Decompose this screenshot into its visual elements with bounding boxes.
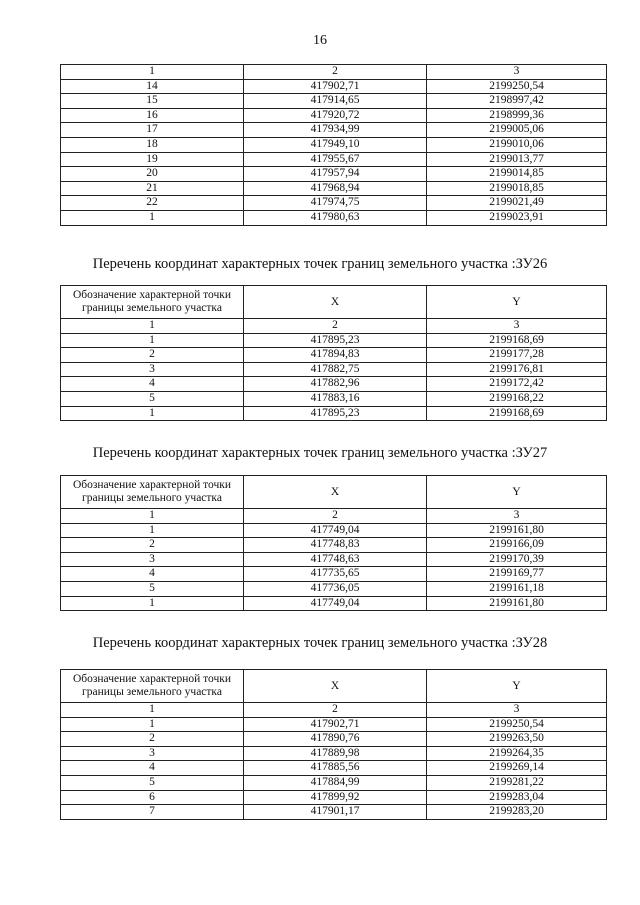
point-cell: 22 [61, 196, 244, 211]
x-cell: 417902,71 [244, 717, 427, 732]
y-column-header: Y [427, 286, 607, 319]
point-cell: 3 [61, 362, 244, 377]
column-number-row [61, 319, 607, 334]
table-row [61, 348, 607, 363]
x-column-header: X [244, 286, 427, 319]
x-cell: 417748,83 [244, 538, 427, 553]
x-cell: 417890,76 [244, 732, 427, 747]
y-cell: 2199010,06 [427, 137, 607, 152]
column-number-row [61, 509, 607, 524]
coordinates-table-zu28 [60, 669, 607, 820]
x-column-header: X [244, 670, 427, 703]
y-cell: 2198997,42 [427, 94, 607, 109]
y-cell: 2198999,36 [427, 108, 607, 123]
point-column-header: Обозначение характерной точки границы земельного участка [61, 476, 244, 509]
x-cell: 417735,65 [244, 567, 427, 582]
point-cell: 21 [61, 181, 244, 196]
y-cell: 2199264,35 [427, 746, 607, 761]
column-number: 3 [427, 703, 607, 718]
point-cell: 5 [61, 581, 244, 596]
y-cell: 2199161,18 [427, 581, 607, 596]
table-row [61, 210, 607, 225]
x-cell: 417934,99 [244, 123, 427, 138]
y-cell: 2199161,80 [427, 596, 607, 611]
x-cell: 417895,23 [244, 406, 427, 421]
y-cell: 2199023,91 [427, 210, 607, 225]
y-cell: 2199168,22 [427, 391, 607, 406]
y-cell: 2199283,04 [427, 790, 607, 805]
point-column-header: Обозначение характерной точки границы земельного участка [61, 670, 244, 703]
coordinates-table-continued [60, 64, 607, 226]
table-row [61, 717, 607, 732]
section-heading-zu27: Перечень координат характерных точек границ земельного участка :ЗУ27 [92, 445, 548, 461]
point-cell: 2 [61, 732, 244, 747]
x-cell: 417882,75 [244, 362, 427, 377]
page-number: 16 [313, 33, 327, 48]
table-row [61, 538, 607, 553]
table-row [61, 362, 607, 377]
y-cell: 2199281,22 [427, 775, 607, 790]
y-column-header: Y [427, 476, 607, 509]
table-row [61, 775, 607, 790]
point-cell: 3 [61, 746, 244, 761]
x-cell: 417955,67 [244, 152, 427, 167]
x-cell: 417914,65 [244, 94, 427, 109]
table-row [61, 746, 607, 761]
y-cell: 2199177,28 [427, 348, 607, 363]
column-number: 2 [244, 319, 427, 334]
table-row [61, 552, 607, 567]
column-number: 2 [244, 509, 427, 524]
point-cell: 19 [61, 152, 244, 167]
point-cell: 17 [61, 123, 244, 138]
column-number: 2 [244, 65, 427, 80]
table-row [61, 596, 607, 611]
table-row [61, 406, 607, 421]
table-row [61, 523, 607, 538]
point-cell: 7 [61, 805, 244, 820]
y-cell: 2199170,39 [427, 552, 607, 567]
x-cell: 417889,98 [244, 746, 427, 761]
coordinates-table-zu26 [60, 285, 607, 421]
x-cell: 417749,04 [244, 596, 427, 611]
table-row [61, 196, 607, 211]
column-number: 1 [61, 509, 244, 524]
point-cell: 15 [61, 94, 244, 109]
column-number: 3 [427, 65, 607, 80]
x-cell: 417957,94 [244, 167, 427, 182]
y-cell: 2199250,54 [427, 717, 607, 732]
y-column-header: Y [427, 670, 607, 703]
y-cell: 2199269,14 [427, 761, 607, 776]
x-cell: 417901,17 [244, 805, 427, 820]
point-cell: 2 [61, 348, 244, 363]
table-row [61, 181, 607, 196]
x-cell: 417736,05 [244, 581, 427, 596]
table-row [61, 732, 607, 747]
point-cell: 1 [61, 210, 244, 225]
x-cell: 417968,94 [244, 181, 427, 196]
point-cell: 1 [61, 717, 244, 732]
x-cell: 417974,75 [244, 196, 427, 211]
section-heading-zu26: Перечень координат характерных точек границ земельного участка :ЗУ26 [92, 256, 548, 272]
point-cell: 14 [61, 79, 244, 94]
point-cell: 6 [61, 790, 244, 805]
x-cell: 417920,72 [244, 108, 427, 123]
table-header-row [61, 670, 607, 703]
x-cell: 417885,56 [244, 761, 427, 776]
column-number: 1 [61, 319, 244, 334]
point-cell: 5 [61, 775, 244, 790]
column-number: 3 [427, 319, 607, 334]
x-cell: 417899,92 [244, 790, 427, 805]
table-header-row [61, 286, 607, 319]
y-cell: 2199168,69 [427, 333, 607, 348]
x-cell: 417748,63 [244, 552, 427, 567]
y-cell: 2199166,09 [427, 538, 607, 553]
y-cell: 2199168,69 [427, 406, 607, 421]
table-row [61, 167, 607, 182]
column-number: 2 [244, 703, 427, 718]
y-cell: 2199013,77 [427, 152, 607, 167]
x-column-header: X [244, 476, 427, 509]
coordinates-table-zu27 [60, 475, 607, 611]
y-cell: 2199021,49 [427, 196, 607, 211]
point-cell: 1 [61, 333, 244, 348]
table-row [61, 137, 607, 152]
point-column-header: Обозначение характерной точки границы земельного участка [61, 286, 244, 319]
y-cell: 2199169,77 [427, 567, 607, 582]
section-heading-zu28: Перечень координат характерных точек границ земельного участка :ЗУ28 [92, 635, 548, 651]
point-cell: 5 [61, 391, 244, 406]
y-cell: 2199014,85 [427, 167, 607, 182]
table-row [61, 108, 607, 123]
x-cell: 417949,10 [244, 137, 427, 152]
x-cell: 417883,16 [244, 391, 427, 406]
column-number-row [61, 703, 607, 718]
table-row [61, 123, 607, 138]
point-cell: 4 [61, 761, 244, 776]
x-cell: 417882,96 [244, 377, 427, 392]
table-row [61, 377, 607, 392]
table-row [61, 761, 607, 776]
x-cell: 417884,99 [244, 775, 427, 790]
x-cell: 417749,04 [244, 523, 427, 538]
table-row [61, 152, 607, 167]
table-row [61, 333, 607, 348]
y-cell: 2199176,81 [427, 362, 607, 377]
table-row [61, 790, 607, 805]
y-cell: 2199283,20 [427, 805, 607, 820]
table-row [61, 94, 607, 109]
point-cell: 1 [61, 406, 244, 421]
point-cell: 18 [61, 137, 244, 152]
y-cell: 2199005,06 [427, 123, 607, 138]
x-cell: 417980,63 [244, 210, 427, 225]
y-cell: 2199250,54 [427, 79, 607, 94]
table-row [61, 391, 607, 406]
point-cell: 1 [61, 523, 244, 538]
point-cell: 1 [61, 596, 244, 611]
x-cell: 417895,23 [244, 333, 427, 348]
x-cell: 417902,71 [244, 79, 427, 94]
point-cell: 4 [61, 567, 244, 582]
y-cell: 2199172,42 [427, 377, 607, 392]
y-cell: 2199161,80 [427, 523, 607, 538]
column-number: 1 [61, 65, 244, 80]
table-row [61, 79, 607, 94]
column-number: 3 [427, 509, 607, 524]
table-row [61, 581, 607, 596]
table-row [61, 805, 607, 820]
x-cell: 417894,83 [244, 348, 427, 363]
point-cell: 16 [61, 108, 244, 123]
table-header-row [61, 476, 607, 509]
point-cell: 20 [61, 167, 244, 182]
y-cell: 2199263,50 [427, 732, 607, 747]
point-cell: 3 [61, 552, 244, 567]
column-number: 1 [61, 703, 244, 718]
point-cell: 2 [61, 538, 244, 553]
column-number-row [61, 65, 607, 80]
point-cell: 4 [61, 377, 244, 392]
y-cell: 2199018,85 [427, 181, 607, 196]
table-row [61, 567, 607, 582]
